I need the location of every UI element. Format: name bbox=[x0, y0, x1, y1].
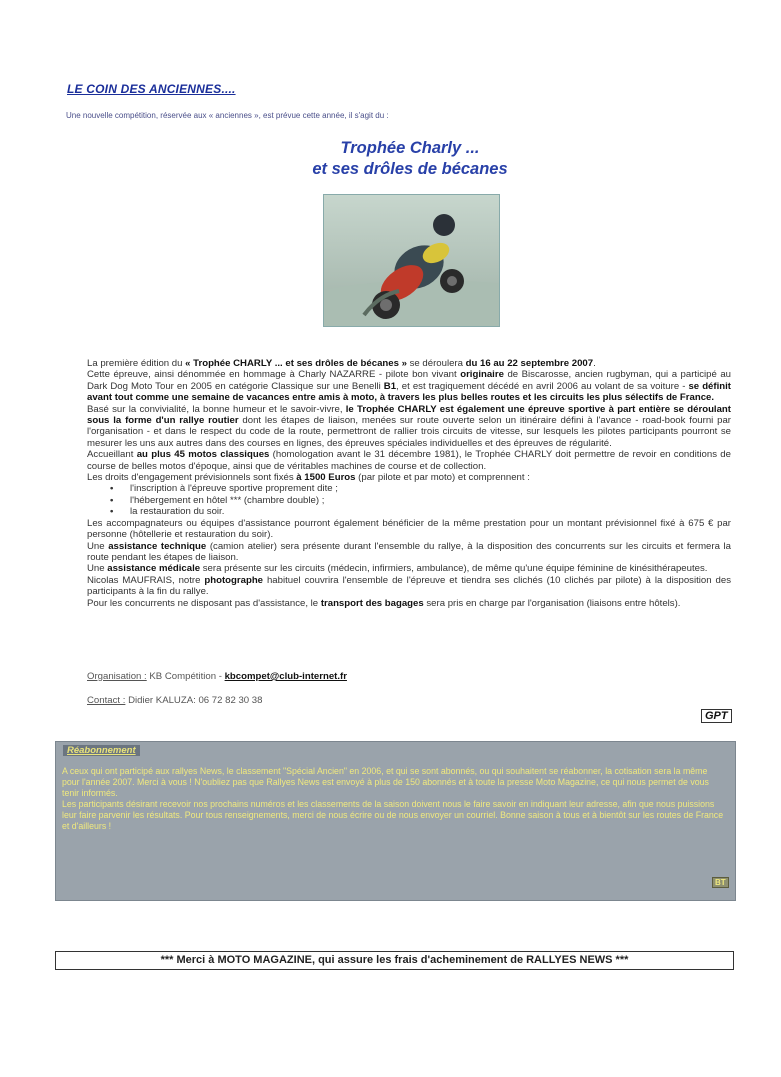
list-item: • l'inscription à l'épreuve sportive proprement dite ; bbox=[120, 483, 731, 494]
text-run: Pour les concurrents ne disposant pas d'assistance, le bbox=[87, 597, 321, 609]
paragraph-companions: Les accompagnateurs ou équipes d'assistance pourront également bénéficier de la même prestation pour un montant prévisionnel fixé à 675 € par personne (hôtellerie et restauration du soir). bbox=[87, 517, 731, 541]
contact-line bbox=[87, 695, 262, 706]
text-run: . bbox=[593, 358, 596, 369]
text-run: Nicolas MAUFRAIS, notre bbox=[87, 574, 205, 586]
subscription-body bbox=[62, 766, 726, 832]
text-run: transport des bagages bbox=[320, 597, 424, 609]
section-heading: LE COIN DES ANCIENNES.... bbox=[67, 82, 236, 96]
text-run: à 1500 Euros bbox=[296, 472, 356, 484]
text-run: (camion atelier) sera présente durant l'ensemble du rallye, à la disposition des concurrents sur les circuits et fermera la route pendant les étapes de liaison. bbox=[87, 540, 732, 563]
text-run: dont les étapes de liaison, menées sur route ouverte selon un itinéraire défini à l'avance - road-book fourni par l'organisation - et dans le respect du code de la route, permettront de rallier trois circuits de vitesse, sur lesquels les pilotes participants pourront se mesurer les uns aux autres dans des courses en lignes, des épreuves spéciales individuelles et des épreuves de régularité. bbox=[87, 415, 731, 449]
organisation-line bbox=[87, 671, 347, 682]
text-run: du 16 au 22 septembre 2007 bbox=[465, 358, 594, 369]
organisation-email-link[interactable]: kbcompet@club-internet.fr bbox=[224, 671, 347, 682]
subscription-paragraph: Les participants désirant recevoir nos prochains numéros et les classements de la saison doivent nous le faire savoir en indiquant leur adresse, afin que nous puissions leur faire parvenir les résultats. Pour tous renseignements, merci de nous écrire ou de nous envoyer un courriel. Bonne saison à tous et à bientôt sur les routes de France et d'ailleurs ! bbox=[62, 799, 724, 831]
text-run: La première édition du bbox=[87, 358, 186, 369]
text-run: Une bbox=[87, 540, 109, 552]
paragraph-origin bbox=[87, 369, 731, 403]
text-run: , et est tragiquement décédé en avril 2006 au volant de sa voiture - bbox=[396, 380, 689, 392]
organisation-label: Organisation : bbox=[87, 671, 147, 682]
text-run: au plus 45 motos classiques bbox=[136, 449, 270, 461]
contact-value: Didier KALUZA: 06 72 82 30 38 bbox=[125, 695, 263, 706]
article-title bbox=[230, 138, 590, 180]
motorcycle-photo bbox=[323, 194, 500, 327]
subscription-box bbox=[55, 741, 736, 901]
paragraph-format bbox=[87, 404, 731, 450]
paragraph-luggage bbox=[87, 598, 731, 609]
motorcycle-rider-image bbox=[324, 195, 499, 326]
text-run: assistance technique bbox=[108, 540, 207, 552]
paragraph-technical-assistance bbox=[87, 541, 731, 564]
text-run: Accueillant bbox=[87, 449, 137, 461]
text-run: sera pris en charge par l'organisation (liaisons entre hôtels). bbox=[423, 597, 681, 609]
subscription-paragraph: A ceux qui ont participé aux rallyes News, le classement "Spécial Ancien" en 2006, et qui se sont abonnés, ou qui souhaitent se réabonner, la cotisation sera la même pour l'année 2007. Merci à vous ! N'oubliez pas que Rallyes News est envoyé à plus de 150 abonnés et à toute la presse Moto Magazine, ce qui nous permet de vous tenir informés. bbox=[62, 766, 709, 798]
paragraph-dates bbox=[87, 358, 731, 369]
organisation-value: KB Compétition - bbox=[146, 671, 225, 682]
text-run: se définit avant tout comme une semaine de vacances entre amis à moto, à travers les plus belles routes et les circuits les plus sélectifs de France. bbox=[87, 380, 731, 404]
list-item: • la restauration du soir. bbox=[120, 506, 731, 517]
text-run: Les droits d'engagement prévisionnels sont fixés bbox=[87, 472, 297, 484]
subscription-title: Réabonnement bbox=[63, 745, 140, 756]
footer-banner: *** Merci à MOTO MAGAZINE, qui assure les frais d'acheminement de RALLYES NEWS *** bbox=[55, 951, 734, 970]
text-run: « Trophée CHARLY ... et ses drôles de bécanes » bbox=[185, 358, 407, 369]
text-run: originaire bbox=[460, 369, 504, 381]
paragraph-photographer bbox=[87, 575, 731, 598]
paragraph-fees bbox=[87, 472, 731, 483]
text-run: Basé sur la convivialité, la bonne humeur et le savoir-vivre, bbox=[87, 403, 346, 415]
text-run: de Biscarosse, ancien rugbyman, qui a participé au Dark Dog Moto Tour en 2005 en catégorie Classique sur une Benelli bbox=[87, 369, 732, 392]
text-run: sera présente sur les circuits (médecin, infirmiers, ambulance), de même qu'une équipe féminine de kinésithérapeutes. bbox=[200, 563, 708, 575]
contact-label: Contact : bbox=[87, 695, 126, 706]
fees-list bbox=[87, 483, 731, 517]
text-run: Cette épreuve, ainsi dénommée en hommage à Charly NAZARRE - pilote bon vivant bbox=[87, 369, 461, 381]
intro-text: Une nouvelle compétition, réservée aux « anciennes », est prévue cette année, il s'agit du : bbox=[66, 111, 389, 120]
text-run: (par pilote et par moto) et comprennent : bbox=[355, 472, 530, 484]
text-run: le Trophée CHARLY est également une épreuve sportive à part entière se déroulant sous la forme d'un rallye routier bbox=[87, 403, 731, 427]
paragraph-medical-assistance bbox=[87, 563, 731, 574]
text-run: B1 bbox=[383, 380, 397, 392]
text-run: Une bbox=[87, 563, 108, 575]
article-body bbox=[87, 358, 731, 609]
list-item: • l'hébergement en hôtel *** (chambre double) ; bbox=[120, 495, 731, 506]
subscription-signature: BT bbox=[712, 877, 729, 888]
text-run: photographe bbox=[204, 574, 264, 586]
author-signature: GPT bbox=[701, 709, 732, 723]
text-run: se déroulera bbox=[406, 358, 466, 369]
title-line-1: Trophée Charly ... bbox=[340, 139, 480, 157]
paragraph-entries bbox=[87, 449, 731, 472]
title-line-2: et ses drôles de bécanes bbox=[312, 160, 508, 178]
text-run: assistance médicale bbox=[107, 563, 201, 575]
text-run: habituel couvrira l'ensemble de l'épreuve et tiendra ses clichés (10 clichés par pilote) à la disposition des participants à la fin du rallye. bbox=[87, 574, 731, 598]
text-run: (homologation avant le 31 décembre 1981), le Trophée CHARLY doit permettre de revoir en conditions de course de belles motos d'époque, ainsi que de véritables machines de course et de collection. bbox=[87, 449, 731, 472]
